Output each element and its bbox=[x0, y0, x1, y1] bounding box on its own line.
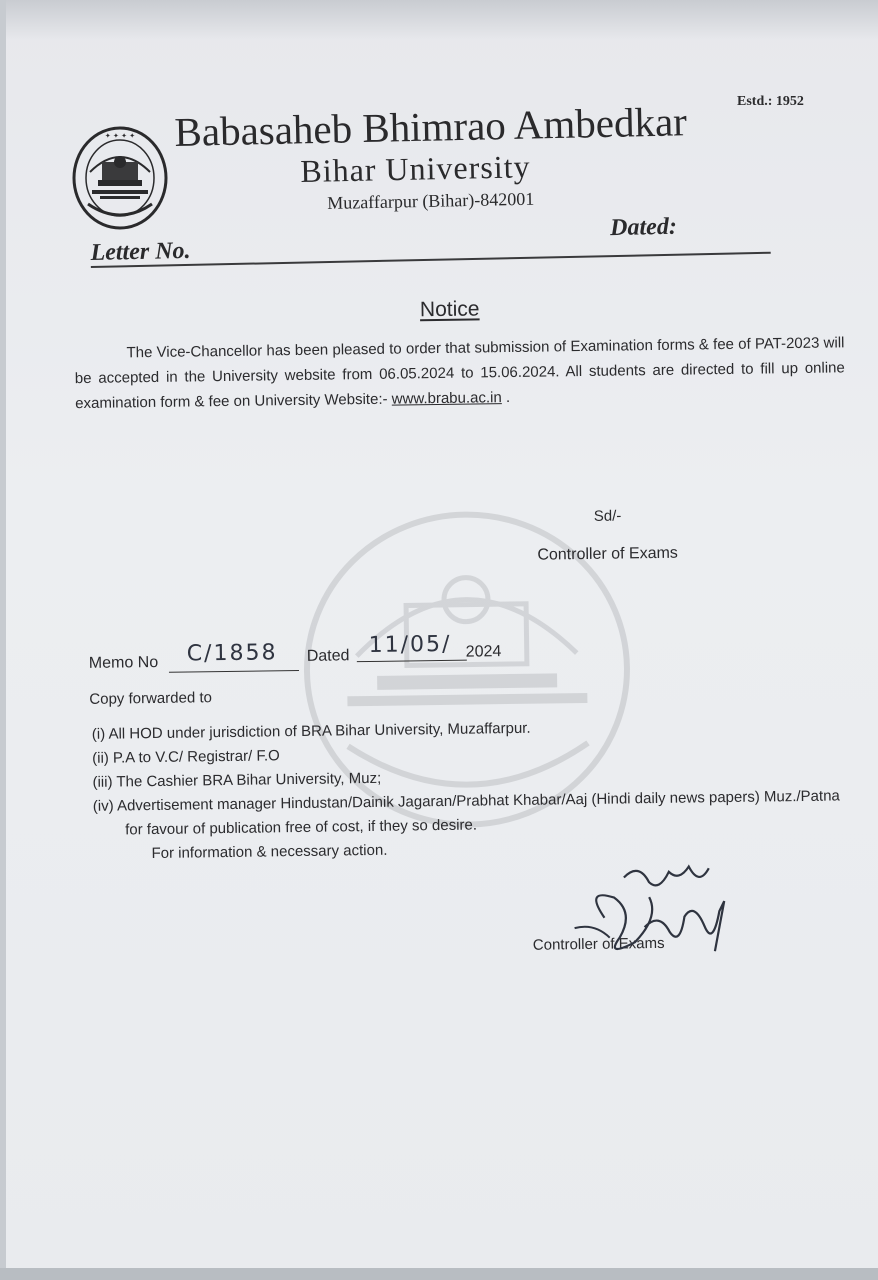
memo-dated-value: 11/05/ bbox=[368, 631, 452, 658]
memo-year: 2024 bbox=[465, 643, 502, 661]
notice-paragraph bbox=[74, 330, 845, 416]
svg-text:✦ ✦ ✦ ✦: ✦ ✦ ✦ ✦ bbox=[104, 132, 136, 140]
university-address: Muzaffarpur (Bihar)-842001 bbox=[327, 188, 535, 213]
handwritten-signature bbox=[564, 856, 736, 968]
closing-line: For information & necessary action. bbox=[151, 841, 388, 863]
notice-signatory: Controller of Exams bbox=[537, 544, 678, 564]
list-item: (iv) Advertisement manager Hindustan/Dainik Jagaran/Prabhat Khabar/Aaj (Hindi daily news papers) Muz./Patna bbox=[92, 787, 840, 815]
page-bottom-edge bbox=[0, 1268, 878, 1280]
university-website-link[interactable]: www.brabu.ac.in bbox=[391, 389, 502, 408]
letter-no-label: Letter No. bbox=[90, 237, 191, 266]
copy-forwarded-label: Copy forwarded to bbox=[89, 689, 213, 708]
list-item: (ii) P.A to V.C/ Registrar/ F.O bbox=[92, 747, 280, 767]
memo-dated-line bbox=[357, 660, 467, 663]
memo-no-label: Memo No bbox=[88, 653, 159, 672]
memo-signatory: Controller of Exams bbox=[532, 934, 665, 954]
list-item: (iii) The Cashier BRA Bihar University, Muz; bbox=[92, 769, 382, 791]
memo-dated-label: Dated bbox=[306, 647, 350, 665]
memo-no-value: C/1858 bbox=[186, 640, 278, 667]
notice-title: Notice bbox=[419, 297, 480, 322]
established-year: Estd.: 1952 bbox=[737, 94, 804, 109]
university-name-line2: Bihar University bbox=[300, 148, 531, 189]
paragraph-end: . bbox=[501, 389, 511, 407]
dated-label: Dated: bbox=[609, 213, 678, 242]
university-name-line1: Babasaheb Bhimrao Ambedkar bbox=[174, 98, 688, 155]
list-item-continuation: for favour of publication free of cost, if they so desire. bbox=[125, 816, 478, 839]
signed-marker: Sd/- bbox=[593, 507, 622, 525]
list-item: (i) All HOD under jurisdiction of BRA Bihar University, Muzaffarpur. bbox=[91, 719, 531, 743]
notice-paragraph-text: The Vice-Chancellor has been pleased to order that submission of Examination forms & fee of PAT-2023 will be accepted in the University website from 06.05.2024 to 15.06.2024. All students are directed to fill up online examination form & fee on University Website:- bbox=[74, 334, 845, 413]
memo-no-line bbox=[169, 670, 299, 673]
distribution-list bbox=[92, 712, 874, 867]
memo-row bbox=[88, 631, 519, 677]
